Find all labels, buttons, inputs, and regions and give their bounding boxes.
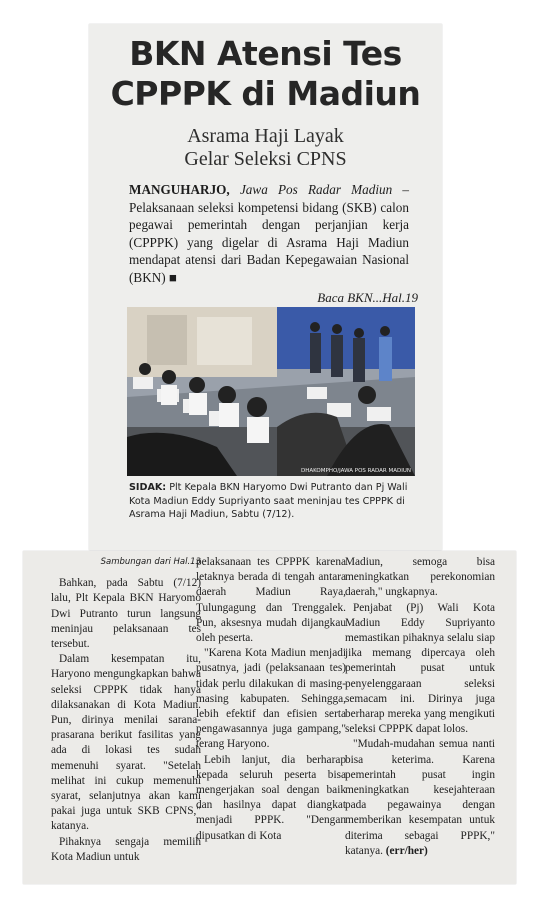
photo-caption — [129, 481, 414, 522]
paragraph: pelaksanaan tes CPPPK karena letaknya berada di tengah antara daerah Madiun Raya, Tulungagung dan Trenggalek. Pun, aksesnya mudah dijangkau oleh peserta. — [196, 556, 346, 645]
column-1 — [51, 555, 201, 865]
caption-label: SIDAK: — [129, 482, 167, 493]
subheadline-line-2: Gelar Seleksi CPNS — [184, 148, 347, 170]
paragraph: Madiun, semoga bisa meningkatkan perekonomian daerah," ungkapnya. — [345, 556, 495, 599]
photo-credit: DHAKOMPHO/JAWA POS RADAR MADIUN — [300, 468, 411, 474]
paragraph: Penjabat (Pj) Wali Kota Madiun Eddy Supriyanto memastikan pihaknya selalu siap jika memang dipercaya oleh pemerintah pusat untuk penyelenggaraan seleksi semacam ini. Dirinya juga berharap mereka yang mengikuti seleksi CPPPK dapat lolos. — [345, 601, 495, 736]
paragraph: Dalam kesempatan itu, Haryono mengungkapkan bahwa seleksi CPPPK tidak hanya dilaksanakan di Kota Madiun. Pun, dirinya menilai sarana-prasarana berikut fasilitas yang ada di lokasi tes sudah memenuhi syarat. "Setelah melihat ini cukup memenuhi syarat, selanjutnya akan kami pakai juga untuk SKB CPNS," katanya. — [51, 653, 201, 833]
closing-text: "Mudah-mudahan semua nanti bisa keterima. Karena pemerintah pusat ingin meningkatkan kesejahteraan pada pegawainya dengan memberikan kesempatan untuk diterima sebagai PPPK," katanya. — [345, 738, 495, 857]
dateline: MANGUHARJO, — [129, 182, 230, 197]
classroom-test-photo-illustration — [127, 307, 415, 476]
paragraph: Lebih lanjut, dia berharap kepada seluruh peserta bisa mengerjakan soal dengan baik dan hasilnya dapat diangkat menjadi PPPK. "Dengan dipusatkan di Kota — [196, 753, 346, 842]
paragraph: Bahkan, pada Sabtu (7/12) lalu, Plt Kepala BKN Haryomo Dwi Putranto turun langsung meninjau pelaksanaan tes tersebut. — [51, 577, 201, 651]
paragraph — [345, 737, 495, 859]
lead-paragraph — [129, 181, 409, 286]
author-signature: (err/her) — [385, 844, 428, 857]
source-line: Jawa Pos Radar Madiun – — [239, 182, 409, 197]
continued-reference: Baca BKN...Hal.19 — [317, 290, 418, 305]
subheadline-line-1: Asrama Haji Layak — [187, 125, 344, 147]
end-mark-icon: ■ — [168, 269, 177, 285]
headline-line-1: BKN Atensi Tes — [129, 34, 402, 73]
news-photo — [127, 307, 415, 476]
headline-line-2: CPPPK di Madiun — [110, 74, 421, 113]
column-3 — [345, 555, 495, 859]
column-2 — [196, 555, 346, 844]
paragraph: Pihaknya sengaja memilih Kota Madiun untuk — [51, 835, 201, 863]
front-page-clipping — [89, 24, 442, 550]
paragraph: "Karena Kota Madiun menjadi pusatnya, jadi (pelaksanaan tes) tidak perlu dilakukan di masing-masing kabupaten. Sehingga, lebih efektif dan efisien serta pengawasannya juga gampang," terang Haryono. — [196, 647, 346, 751]
continued-from-label: Sambungan dari Hal.13 — [100, 557, 201, 567]
continuation-clipping — [23, 551, 516, 884]
caption-text: Plt Kepala BKN Haryomo Dwi Putranto dan Pj Wali Kota Madiun Eddy Supriyanto saat meninjau tes CPPPK di Asrama Haji Madiun, Sabtu (7/12). — [129, 482, 408, 520]
lead-text: Pelaksanaan seleksi kompetensi bidang (SKB) calon pegawai pemerintah dengan perjanjian kerja (CPPPK) yang digelar di Asrama Haji Madiun mendapat atensi dari Badan Kepegawaian Nasional (BKN) — [129, 199, 409, 285]
